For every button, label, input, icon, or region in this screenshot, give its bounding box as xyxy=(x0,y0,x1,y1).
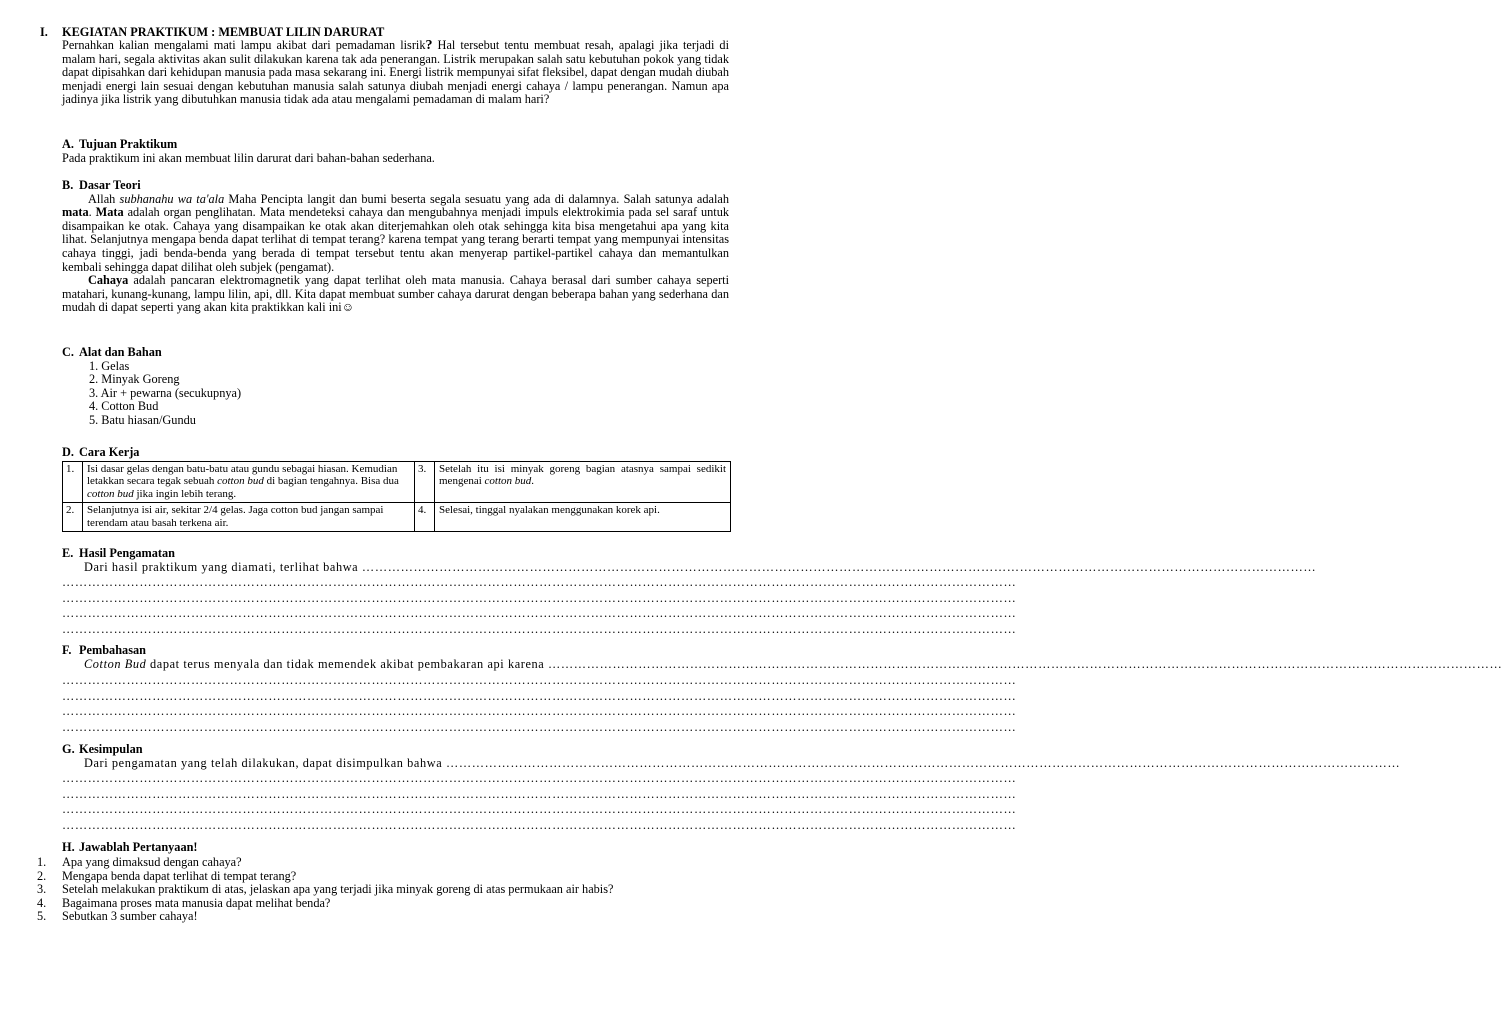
section-g-heading xyxy=(62,743,729,757)
intro-text-2: Hal tersebut tentu membuat resah, apalagi jika terjadi di malam hari, segala aktivitas akan sulit dilakukan karena tak ada penerangan. Listrik merupakan salah satu kebutuhan pokok yang tidak dapat dipisahkan dari kehidupan manusia pada masa sekarang ini. Energi listrik mempunyai sifat fleksibel, dapat dengan mudah diubah menjadi energi lain sesuai dengan kebutuhan manusia salah satunya diubah menjadi energi cahaya / lampu penerangan. Namun apa jadinya jika listrik yang dibutuhkan manusia tidak ada atau mengalami pemadaman di malam hari? xyxy=(62,38,729,107)
section-c-title: Alat dan Bahan xyxy=(79,345,162,359)
table-row xyxy=(63,503,731,532)
section-g-answer-lines xyxy=(62,771,1017,833)
b-p2-rest: adalah pancaran elektromagnetik yang dapat terlihat oleh mata manusia. Cahaya berasal dari sumber cahaya seperti matahari, kunang-kunang, lampu lilin, api, dll. Kita dapat membuat sumber cahaya darurat dengan beberapa bahan yang sederhana dan mudah di dapat seperti yang akan kita praktikkan kali ini xyxy=(62,273,729,315)
question-number: 4. xyxy=(37,895,47,910)
answer-line[interactable]: …………………………………………………………………………………………………………………………………………………………………………………………………… xyxy=(62,606,1017,621)
section-h-heading xyxy=(62,841,729,855)
step-1-italic: cotton bud xyxy=(217,475,264,488)
intro-text-1: Pernahkan kalian mengalami mati lampu akibat dari pemadaman lisrik xyxy=(62,38,426,52)
section-f-letter: F. xyxy=(62,643,72,657)
section-g xyxy=(62,742,1401,770)
section-d xyxy=(62,446,729,460)
step-3-b: . xyxy=(531,475,535,488)
section-b-title: Dasar Teori xyxy=(79,178,141,192)
section-f-title: Pembahasan xyxy=(79,643,146,657)
step-1-b: di bagian tengahnya. Bisa dua xyxy=(263,475,399,488)
intro-question-mark: ? xyxy=(425,38,433,53)
section-d-letter: D. xyxy=(62,445,74,459)
question-text: Apa yang dimaksud dengan cahaya? xyxy=(62,855,242,869)
section-e-letter: E. xyxy=(62,546,74,560)
list-item xyxy=(37,910,729,924)
section-a-heading xyxy=(62,138,729,152)
section-c-letter: C. xyxy=(62,345,74,359)
list-item: 3. Air + pewarna (secukupnya) xyxy=(89,385,242,400)
section-c-heading xyxy=(62,346,729,360)
section-d-title: Cara Kerja xyxy=(79,445,140,459)
question-text: Setelah melakukan praktikum di atas, jelaskan apa yang terjadi jika minyak goreng di atas permukaan air habis? xyxy=(62,882,614,897)
list-item xyxy=(37,870,729,884)
dots-fill: …………………………………………………………………………………………………………………………………………………………………………………………………… xyxy=(361,559,1317,574)
section-f-answer-lines xyxy=(62,673,1017,735)
answer-line[interactable]: …………………………………………………………………………………………………………………………………………………………………………………………………… xyxy=(62,575,1017,589)
section-h-title: Jawablah Pertanyaan! xyxy=(79,840,198,854)
list-item xyxy=(37,856,729,870)
step-3-italic: cotton bud xyxy=(484,475,532,488)
step-number: 2. xyxy=(63,503,83,532)
step-number: 3. xyxy=(415,462,435,503)
dots-fill: …………………………………………………………………………………………………………………………………………………………………………………………………… xyxy=(445,755,1401,770)
dots-fill: …………………………………………………………………………………………………………………………………………………………………………………………………… xyxy=(548,656,1502,671)
section-c xyxy=(62,346,729,428)
section-f-lead: dapat terus menyala dan tidak memendek akibat pembakaran api karena xyxy=(146,656,548,671)
question-number: 2. xyxy=(37,868,47,883)
answer-line[interactable]: …………………………………………………………………………………………………………………………………………………………………………………………………… xyxy=(62,771,1017,785)
answer-line[interactable]: …………………………………………………………………………………………………………………………………………………………………………………………………… xyxy=(62,817,1017,832)
intro-paragraph xyxy=(62,39,729,107)
b-p1-italic: subhanahu wa ta'ala xyxy=(119,191,225,206)
section-g-lead: Dari pengamatan yang telah dilakukan, dapat disimpulkan bahwa xyxy=(84,755,446,770)
question-number: 3. xyxy=(37,882,47,897)
answer-line[interactable]: …………………………………………………………………………………………………………………………………………………………………………………………………… xyxy=(62,590,1017,605)
step-1-italic-2: cotton bud xyxy=(87,487,134,500)
section-f-heading xyxy=(62,644,729,658)
b-p1-c: . xyxy=(88,205,96,220)
step-text xyxy=(435,462,731,503)
table-row xyxy=(63,462,731,503)
list-item xyxy=(37,883,729,897)
section-b-heading xyxy=(62,179,729,193)
question-text: Bagaimana proses mata manusia dapat melihat benda? xyxy=(62,895,331,910)
b-p2-bold: Cahaya xyxy=(88,273,129,288)
section-b-paragraph-1 xyxy=(62,193,729,275)
section-a-title: Tujuan Praktikum xyxy=(79,137,178,151)
section-d-heading xyxy=(62,446,729,460)
step-3-a: Setelah itu isi minyak goreng bagian atasnya sampai sedikit mengenai xyxy=(439,463,726,488)
b-p1-bold-2: Mata xyxy=(95,205,124,220)
section-g-title: Kesimpulan xyxy=(79,742,143,756)
question-list xyxy=(37,856,729,924)
answer-line[interactable]: …………………………………………………………………………………………………………………………………………………………………………………………………… xyxy=(62,704,1017,719)
section-b-letter: B. xyxy=(62,178,74,192)
question-text: Sebutkan 3 sumber cahaya! xyxy=(62,909,198,924)
steps-table xyxy=(62,461,731,532)
list-item: 1. Gelas xyxy=(89,358,130,373)
section-b-paragraph-2 xyxy=(62,274,729,315)
section-b xyxy=(62,179,729,315)
section-h xyxy=(62,841,729,855)
section-h-letter: H. xyxy=(62,840,75,854)
question-number: 5. xyxy=(37,909,47,924)
list-item xyxy=(37,897,729,911)
section-e-answer-lines xyxy=(62,575,1017,637)
b-p1-b: Maha Pencipta langit dan bumi beserta segala sesuatu yang ada di dalamnya. Salah satunya adalah xyxy=(224,191,729,206)
b-p1-a: Allah xyxy=(88,191,120,206)
list-item: 4. Cotton Bud xyxy=(89,399,159,414)
question-text: Mengapa benda dapat terlihat di tempat terang? xyxy=(62,868,297,883)
answer-line[interactable]: …………………………………………………………………………………………………………………………………………………………………………………………………… xyxy=(62,719,1017,734)
list-item: 5. Batu hiasan/Gundu xyxy=(89,412,196,427)
section-e xyxy=(62,546,1317,574)
section-a-text: Pada praktikum ini akan membuat lilin darurat dari bahan-bahan sederhana. xyxy=(62,150,435,165)
section-e-lead: Dari hasil praktikum yang diamati, terlihat bahwa xyxy=(84,559,362,574)
step-number: 4. xyxy=(415,503,435,532)
answer-line[interactable] xyxy=(62,656,1502,672)
step-1-a: Isi dasar gelas dengan batu-batu atau gundu sebagai hiasan. Kemudian letakkan secara tegak sebuah xyxy=(87,463,398,488)
answer-line[interactable]: …………………………………………………………………………………………………………………………………………………………………………………………………… xyxy=(62,786,1017,801)
section-e-title: Hasil Pengamatan xyxy=(79,546,175,560)
list-item: 2. Minyak Goreng xyxy=(89,372,180,387)
title-number: I. xyxy=(40,25,48,39)
answer-line[interactable] xyxy=(62,755,1401,771)
smiley-icon: ☺ xyxy=(341,300,355,315)
title-text: KEGIATAN PRAKTIKUM : MEMBUAT LILIN DARURAT xyxy=(62,25,385,39)
b-p1-bold-1: mata xyxy=(62,205,89,220)
step-text xyxy=(83,462,415,503)
section-f-lead-italic: Cotton Bud xyxy=(84,656,147,671)
b-p1-d: adalah organ penglihatan. Mata mendeteksi cahaya dan mengubahnya menjadi impuls elektrokimia pada sel saraf untuk disampaikan ke otak. Cahaya yang disampaikan ke otak akan diterjemahkan oleh otak sehingga kita bisa mengetahui apa yang kita lihat. Selanjutnya mengapa benda dapat terlihat di tempat terang? karena tempat yang terang berarti tempat yang mempunyai intensitas cahaya tinggi, jadi benda-benda yang berada di tempat tersebut tentu akan menyerap partikel-partikel cahaya dan memantulkan kembali sehingga dapat dilihat oleh subjek (pengamat). xyxy=(62,205,730,274)
section-g-letter: G. xyxy=(62,742,75,756)
section-a-letter: A. xyxy=(62,137,74,151)
step-number: 1. xyxy=(63,462,83,503)
answer-line[interactable]: …………………………………………………………………………………………………………………………………………………………………………………………………… xyxy=(62,621,1017,636)
section-a xyxy=(62,138,729,165)
answer-line[interactable]: …………………………………………………………………………………………………………………………………………………………………………………………………… xyxy=(62,802,1017,817)
question-number: 1. xyxy=(37,855,47,869)
section-e-heading xyxy=(62,547,729,561)
answer-line[interactable]: …………………………………………………………………………………………………………………………………………………………………………………………………… xyxy=(62,673,1017,687)
section-f xyxy=(62,643,1502,671)
step-text: Selanjutnya isi air, sekitar 2/4 gelas. Jaga cotton bud jangan sampai terendam atau basah terkena air. xyxy=(83,503,415,532)
step-text: Selesai, tinggal nyalakan menggunakan korek api. xyxy=(435,503,731,532)
answer-line[interactable]: …………………………………………………………………………………………………………………………………………………………………………………………………… xyxy=(62,688,1017,703)
step-1-c: jika ingin lebih terang. xyxy=(133,487,237,500)
answer-line[interactable] xyxy=(62,559,1317,575)
